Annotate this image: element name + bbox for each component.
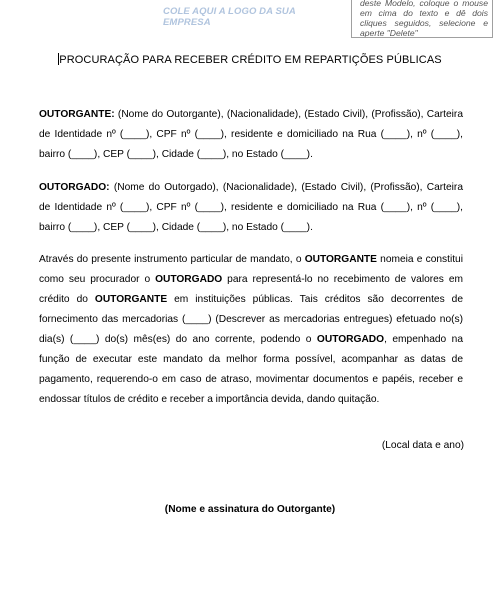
outorgado-paragraph[interactable] [39, 178, 463, 238]
body-text-3: para representá-lo no recebimento de valores em crédito do [39, 274, 463, 305]
outorgante-text: (Nome do Outorgante), (Nacionalidade), (Estado Civil), (Profissão), Carteira de Identidade nº (____), CPF nº (____), residente e domiciliado na Rua (____), nº (____), bairro (____), CEP (____), Cidade (____), no Estado (____). [39, 109, 463, 160]
body-outorgante-2: OUTORGANTE [94, 294, 168, 305]
mandate-body-paragraph[interactable] [39, 250, 463, 410]
body-outorgado-1: OUTORGADO [155, 274, 223, 285]
outorgante-paragraph[interactable] [39, 105, 463, 165]
instruction-note-box[interactable]: deste Modelo, coloque o mouse em cima do texto e dê dois cliques seguidos, selecione e aperte "Delete" [351, 0, 493, 38]
place-date-line[interactable]: (Local data e ano) [381, 440, 464, 451]
body-outorgante-1: OUTORGANTE [304, 254, 377, 265]
body-text-5: , empenhado na função de executar este mandato da melhor forma possível, acompanhar as datas de pagamento, requerendo-o em caso de atraso, movimentar documentos e papéis, receber e endossar títulos de crédito e receber a importância devida, dando quitação. [39, 334, 463, 405]
body-text-1: Através do presente instrumento particular de mandato, o [39, 254, 305, 265]
body-outorgado-2: OUTORGADO [316, 334, 385, 345]
outorgante-label: OUTORGANTE: [39, 109, 115, 120]
body-text-4: em instituições públicas. Tais créditos são decorrentes de fornecimento das mercadorias (____) (Descrever as mercadorias entregues) efetuado no(s) dia(s) (____) do(s) mês(es) do ano corrente, podendo o [39, 294, 463, 345]
logo-placeholder[interactable]: COLE AQUI A LOGO DA SUA EMPRESA [163, 6, 296, 28]
outorgado-text: (Nome do Outorgado), (Nacionalidade), (Estado Civil), (Profissão), Carteira de Identidade nº (____), CPF nº (____), residente e domiciliado na Rua (____), nº (____), bairro (____), CEP (____), Cidade (____), no Estado (____). [39, 182, 463, 233]
signature-line[interactable]: (Nome e assinatura do Outorgante) [164, 504, 336, 515]
document-title-text: PROCURAÇÃO PARA RECEBER CRÉDITO EM REPARTIÇÕES PÚBLICAS [59, 54, 442, 66]
body-text-2: nomeia e constitui como seu procurador o [39, 254, 463, 285]
document-title[interactable] [40, 52, 460, 68]
outorgado-label: OUTORGADO: [39, 182, 110, 193]
